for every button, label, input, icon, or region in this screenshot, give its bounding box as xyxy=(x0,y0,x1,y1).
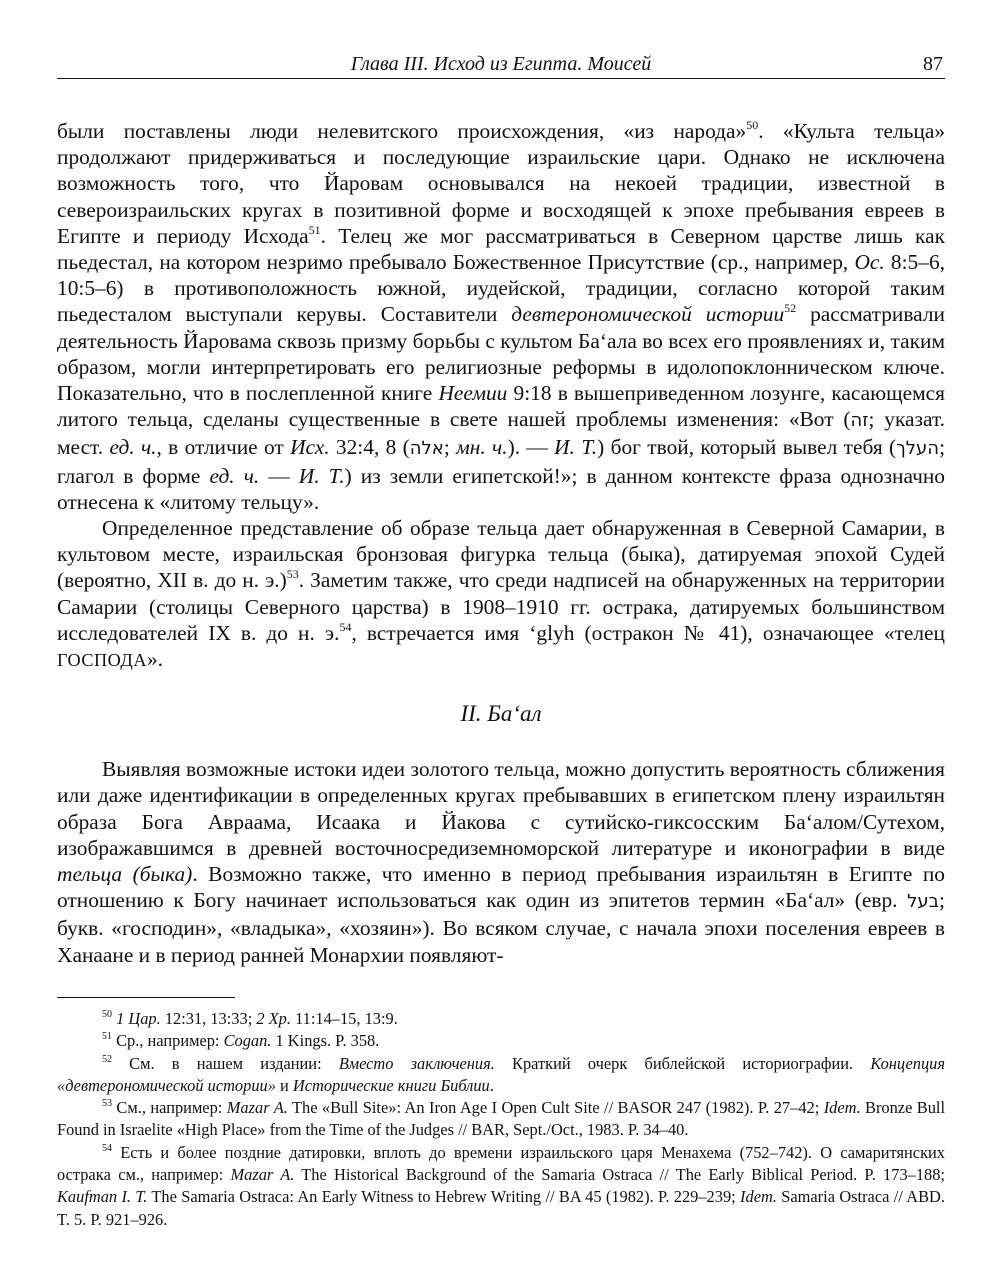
text-run: рассматривали деятельность Йаровама сквозь призму борьбы с культом Ба‘ала во всех его проявлениях и, таким образом, могли интерпретировать его религиозные реформы в идолопоклонническом ключе. Показательно, что в послепленной книге xyxy=(57,302,945,406)
italic-author: Cogan. xyxy=(223,1031,272,1051)
text-run: Определенное представление об образе тельца дает обнаруженная в Северной Самарии, в культовом месте, израильская бронзовая фигурка тельца (быка), датируемая эпохой Судей (вероятно, XII в. до н. э.) xyxy=(57,516,945,593)
text-run: , в отличие от xyxy=(156,435,291,460)
text-run: The Samaria Ostraca: An Early Witness to Hebrew Writing // BA 45 (1982). P. 229–239; xyxy=(147,1187,741,1207)
footnote-54 xyxy=(57,1142,945,1231)
italic-author: Idem. xyxy=(823,1098,861,1118)
page-header xyxy=(57,50,945,79)
italic-abbrev: ед. ч. xyxy=(209,463,260,488)
italic-ref: Ос. xyxy=(854,250,885,275)
footnote-number: 53 xyxy=(102,1098,112,1110)
text-run: См., например: xyxy=(112,1098,227,1118)
page-number: 87 xyxy=(923,53,943,75)
footnote-ref-51: 51 xyxy=(308,222,321,237)
paragraph-1 xyxy=(57,118,945,515)
footnote-number: 51 xyxy=(102,1031,112,1043)
text-run: 8:5–6, 10:5–6) в противоположность южной, иудейской, традиции, согласно которой таким пьедесталом выступали керувы. Составители xyxy=(57,250,945,327)
text-run: Краткий очерк библейской историографии. xyxy=(494,1053,871,1073)
text-run: The Historical Background of the Samaria Ostraca // The Early Biblical Period. P. 173–188; xyxy=(294,1165,945,1185)
text-run: ; указат. мест. xyxy=(57,407,945,460)
section-heading: II. Ба‘ал xyxy=(460,701,542,727)
footnotes xyxy=(57,1008,945,1231)
text-run: 32:4, 8 ( xyxy=(329,435,410,460)
text-run: . Заметим также, что среди надписей на обнаруженных на территории Самарии (столицы Северного царства) в 1908–1910 гг. остракa, датируемых большинством исследователей IX в. до н. э. xyxy=(57,568,945,645)
small-caps-lord: ГОСПОДА xyxy=(57,650,147,671)
hebrew-word: בעל xyxy=(907,891,940,913)
italic-abbrev: ед. ч. xyxy=(109,435,157,460)
text-run: и xyxy=(275,1075,293,1095)
footnote-ref-53: 53 xyxy=(286,567,299,582)
text-run: , встречается имя ‘glyh (остракон № 41), означающее «телец xyxy=(351,620,945,645)
text-run: были поставлены люди нелевитского происхождения, «из народа» xyxy=(57,119,747,143)
italic-ref: 2 Хр. xyxy=(256,1009,291,1028)
italic-author: Mazar A. xyxy=(226,1098,288,1118)
italic-term: тельца (быка) xyxy=(57,862,193,887)
text-run: ) бог твой, который вывел тебя ( xyxy=(597,435,897,460)
paragraph-2 xyxy=(57,515,945,673)
text-run: ; xyxy=(443,435,457,460)
italic-abbrev: мн. ч. xyxy=(456,435,508,460)
text-run: ». xyxy=(146,647,163,672)
footnote-51 xyxy=(57,1030,945,1052)
paragraph-3 xyxy=(57,756,945,968)
text-run: The «Bull Site»: An Iron Age I Open Cult Site // BASOR 247 (1982). P. 27–42; xyxy=(287,1098,824,1118)
text-run: 11:14–15, 13:9. xyxy=(290,1009,398,1028)
italic-title: Вместо заключения. xyxy=(338,1053,495,1073)
italic-ref: Исх. xyxy=(290,435,330,460)
italic-ref: 1 Цар. xyxy=(116,1009,161,1028)
main-text xyxy=(57,118,945,968)
italic-author: Mazar A. xyxy=(230,1165,295,1185)
hebrew-word: זה xyxy=(850,410,869,432)
hebrew-word: העלך xyxy=(896,438,940,460)
text-run: . Телец же мог рассматриваться в Северном царстве лишь как пьедестал, на котором незримо пребывало Божественное Присутствие (ср., например, xyxy=(57,223,945,275)
footnote-53 xyxy=(57,1097,945,1142)
footnote-divider xyxy=(57,997,235,998)
text-run: — xyxy=(259,463,299,488)
footnote-number: 50 xyxy=(102,1009,112,1020)
italic-author: Idem. xyxy=(740,1187,777,1207)
text-run: Выявляя возможные истоки идеи золотого тельца, можно допустить вероятность сближения или даже идентификации в определенных кругах пребывавших в египетском плену израильтян образа Бога Авраама, Исаака и Йакова с сутийско-гиксосским Ба‘алом/Сутехом, изображавшимся в древней восточносредиземноморской литературе и иконографии в виде xyxy=(57,757,945,860)
text-run: Bronze Bull Found in Israelite «High Place» from the Time of the Judges // BAR, Sept./Oct., 1983. P. 34–40. xyxy=(57,1098,946,1140)
text-run: 1 Kings. P. 358. xyxy=(271,1031,380,1051)
text-run: ; глагол в форме xyxy=(57,435,946,488)
italic-initials: И. Т. xyxy=(298,463,345,488)
footnote-ref-54: 54 xyxy=(339,619,352,634)
footnote-52 xyxy=(57,1053,945,1098)
footnote-ref-50: 50 xyxy=(746,118,759,132)
text-run: Ср., например: xyxy=(112,1031,224,1051)
hebrew-word: אלה xyxy=(409,438,444,460)
footnote-ref-52: 52 xyxy=(784,301,797,316)
text-run: Samaria Ostraca // ABD. T. 5. P. 921–926. xyxy=(57,1187,945,1229)
text-run: 12:31, 13:33; xyxy=(160,1009,257,1028)
italic-initials: И. Т. xyxy=(554,435,598,460)
italic-term: девтерономической истории xyxy=(511,302,785,327)
running-title: Глава III. Исход из Египта. Моисей xyxy=(350,53,652,75)
italic-title: Концепция «девтерономической истории» xyxy=(57,1053,945,1095)
footnote-number: 54 xyxy=(102,1142,112,1154)
italic-title: Исторические книги Библии xyxy=(292,1075,490,1095)
text-run: ) из земли египетской!»; в данном контексте фраза однозначно отнесена к «литому тельцу». xyxy=(57,463,946,514)
text-run: 9:18 в вышеприведенном лозунге, касающемся литого тельца, сделаны существенные в свете нашей проблемы изменения: «Вот ( xyxy=(57,381,945,432)
text-run: ). — xyxy=(507,435,555,460)
footnote-number: 52 xyxy=(102,1053,112,1065)
footnote-50 xyxy=(57,1008,945,1030)
text-run: . Возможно также, что именно в период пребывания израильтян в Египте по отношению к Богу начинает использоваться как один из эпитетов термин «Ба‘ал» (евр. xyxy=(57,862,945,913)
text-run: . «Культа тельца» продолжают придерживаться и последующие израильские цари. Однако не исключена возможность того, что Йаровам основывался на некоей традиции, известной в североизраильских кругах в позитивной форме и восходящей к эпохе пребывания евреев в Египте и периоду Исхода xyxy=(57,119,946,248)
text-run: Есть и более поздние датировки, вплоть до времени израильского царя Менахема (752–742). О самаритянских остракa см., например: xyxy=(57,1142,945,1185)
italic-ref: Неемии xyxy=(438,381,508,406)
italic-author: Kaufman I. T. xyxy=(57,1187,148,1207)
text-run: ; букв. «господин», «владыка», «хозяин»). Во всяком случае, с начала эпохи поселения евреев в Ханаане и в период ранней Монархии появляют- xyxy=(57,888,945,967)
text-run: . xyxy=(489,1075,494,1095)
text-run: См. в нашем издании: xyxy=(112,1053,339,1073)
